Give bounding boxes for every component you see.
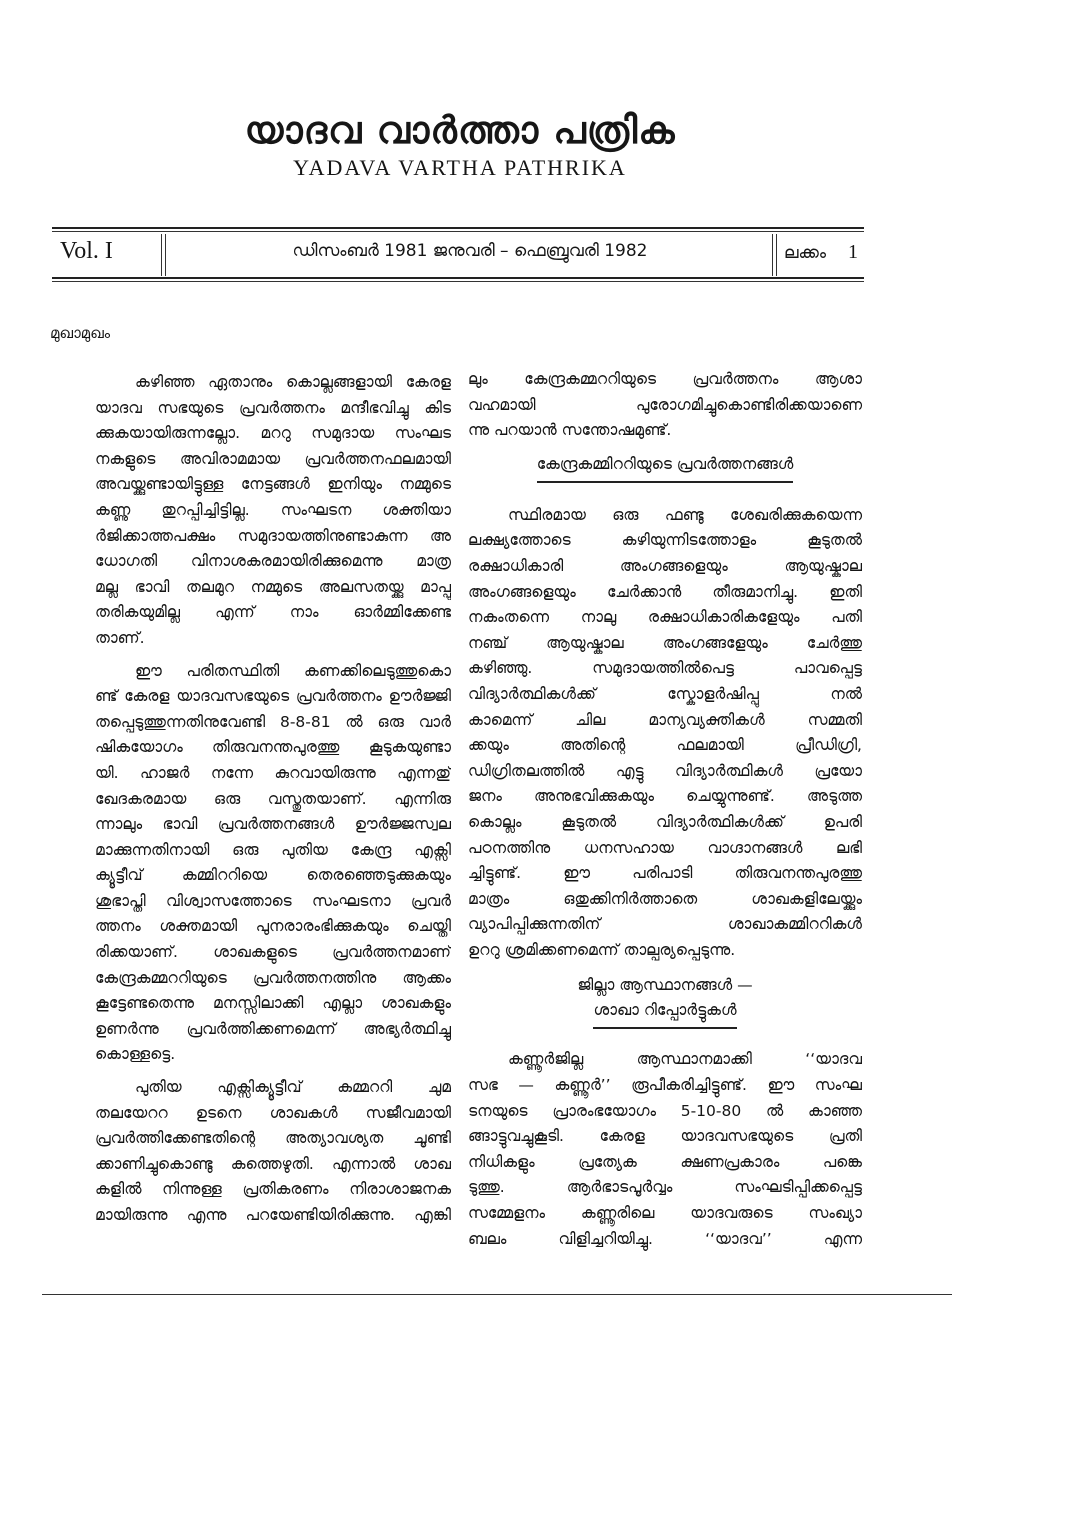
text-line: അംഗങ്ങളെയും ചേർക്കാൻ തീരുമാനിച്ചു. ഇതി: [468, 582, 862, 601]
text-line: നിധികളും പ്രത്യേക ക്ഷണപ്രകാരം പങ്കെ: [468, 1152, 862, 1171]
subheading-text: കേന്ദ്രകമ്മിററിയുടെ പ്രവർത്തനങ്ങൾ: [537, 452, 794, 483]
text-line: ഉണർന്നു പ്രവർത്തിക്കണമെന്ന് അഭ്യർത്ഥിച്ചു: [95, 1019, 451, 1038]
text-line: വിദ്യാർത്ഥികൾക്ക് സ്കോളർഷിപ്പു നൽ: [468, 684, 862, 703]
text-line: അവയ്ക്കുണ്ടായിട്ടുള്ള നേട്ടങ്ങൾ ഇനിയും നമ്മുടെ: [95, 475, 451, 494]
text-line: മാത്രം ഒതുക്കിനിർത്താതെ ശാഖകളിലേയ്ക്കും: [468, 889, 862, 908]
text-line: ണ്ട് കേരള യാദവസഭയുടെ പ്രവർത്തനം ഊർജ്ജി: [95, 687, 451, 706]
text-line: ധോഗതി വിനാശകരമായിരിക്കുമെന്നു മാത്ര: [95, 552, 451, 571]
subheading-central-committee: [468, 452, 862, 483]
paragraph: [468, 367, 862, 444]
text-line: തലയേററ ഉടനെ ശാഖകൾ സജീവമായി: [95, 1103, 451, 1122]
text-line: നകംതന്നെ നാലു രക്ഷാധികാരികളേയും പതി: [468, 608, 862, 627]
paragraph: [468, 1047, 862, 1252]
text-line: സഭ — കണ്ണൂർ’’ രൂപീകരിച്ചിട്ടുണ്ട്. ഈ സംഘ: [468, 1076, 862, 1095]
issue-label: ലക്കം: [784, 243, 826, 263]
text-line: യി. ഹാജർ നന്നേ കുറവായിരുന്നു എന്നതു്: [95, 763, 451, 782]
text-line: സമ്മേളനം കണ്ണൂരിലെ യാദവരുടെ സംഖ്യാ: [468, 1204, 862, 1223]
text-line: ഷികയോഗം തിരുവനന്തപുരത്തു കൂടുകയുണ്ടാ: [95, 738, 451, 757]
text-line: നഞ്ച് ആയുഷ്കാല അംഗങ്ങളേയും ചേർത്തു: [468, 633, 862, 652]
masthead-divider-right: [772, 234, 777, 276]
text-line: കണ്ണൂർജില്ല ആസ്ഥാനമാക്കി ‘‘യാദവ: [508, 1050, 862, 1069]
text-line: രക്ഷാധികാരി അംഗങ്ങളെയും ആയുഷ്കാല: [468, 556, 862, 575]
text-line: നകളുടെ അവിരാമമായ പ്രവർത്തനഫലമായി: [95, 449, 451, 468]
text-line: കൊല്ലം കൂടുതൽ വിദ്യാർത്ഥികൾക്ക് ഉപരി: [468, 812, 862, 831]
paragraph: [468, 503, 862, 964]
text-line: ക്കുകയായിരുന്നല്ലോ. മററു സമുദായ സംഘട: [95, 424, 451, 443]
text-line: താണ്.: [95, 628, 145, 647]
text-line: പുതിയ എക്സിക്യൂട്ടീവ് കമ്മററി ചുമ: [135, 1078, 451, 1097]
text-line: രിക്കയാണ്. ശാഖകളുടെ പ്രവർത്തനമാണ്: [95, 943, 451, 962]
subheading-line: ശാഖാ റിപ്പോർട്ടുകൾ: [593, 998, 736, 1029]
text-line: ജനം അനുഭവിക്കുകയും ചെയ്യുന്നുണ്ട്. അടുത്ത: [468, 787, 862, 806]
text-line: കൊള്ളട്ടെ.: [95, 1045, 176, 1064]
text-line: കൂട്ടേണ്ടതെന്നു മനസ്സിലാക്കി എല്ലാ ശാഖകളും: [95, 994, 451, 1013]
masthead-title-english: YADAVA VARTHA PATHRIKA: [293, 155, 627, 180]
text-line: ന്നാലും ഭാവി പ്രവർത്തനങ്ങൾ ഊർജ്ജസ്വല: [95, 815, 451, 834]
masthead-bottom-rule: [52, 277, 864, 282]
text-line: ഡിഗ്രിതലത്തിൽ എട്ടു വിദ്യാർത്ഥികൾ പ്രയോ: [468, 761, 862, 780]
text-line: ഖേദകരമായ ഒരു വസ്തുതയാണ്. എന്നിരു: [95, 789, 451, 808]
text-line: ലക്ഷ്യത്തോടെ കഴിയുന്നിടത്തോളം കൂടുതൽ: [468, 531, 862, 550]
paragraph: [95, 370, 451, 652]
text-line: വ്യാപിപ്പിക്കുന്നതിന് ശാഖാകമ്മിററികൾ: [468, 915, 862, 934]
section-title: മുഖാമുഖം: [50, 324, 111, 342]
text-line: ച്ചിട്ടുണ്ട്. ഈ പരിപാടി തിരുവനന്തപുരത്തു: [468, 864, 862, 883]
masthead-title-malayalam: യാദവ വാർത്താ പത്രിക: [244, 108, 676, 152]
issue-number-box: [784, 241, 858, 264]
text-line: തപ്പെടുത്തുന്നതിനുവേണ്ടി 8-8-81 ൽ ഒരു വാർ: [95, 712, 451, 731]
text-line: വഹമായി പുരോഗമിച്ചുകൊണ്ടിരിക്കയാണെ: [468, 395, 862, 414]
right-column: [468, 367, 862, 1259]
issue-number: 1: [847, 241, 858, 263]
text-line: ക്കാണിച്ചുകൊണ്ടു കത്തെഴുതി. എന്നാൽ ശാഖ: [95, 1154, 451, 1173]
paragraph: [95, 659, 451, 1069]
subheading-line: ജില്ലാ ആസ്ഥാനങ്ങൾ —: [577, 976, 753, 995]
issue-date: ഡിസംബർ 1981 ജനുവരി – ഫെബ്രുവരി 1982: [292, 241, 648, 261]
footer-rule: [42, 1294, 952, 1295]
text-line: ത്തനം ശക്തമായി പുനരാരംഭിക്കുകയും ചെയ്തി: [95, 917, 451, 936]
subheading-district-reports: [468, 973, 862, 1029]
masthead-top-rule: [52, 227, 864, 232]
text-line: കണ്ണു തുറപ്പിച്ചിട്ടില്ല. സംഘടന ശക്തിയാ: [95, 500, 451, 519]
text-line: കളിൽ നിന്നുള്ള പ്രതികരണം നിരാശാജനക: [95, 1180, 451, 1199]
left-column: [95, 370, 451, 1236]
text-line: ബലം വിളിച്ചറിയിച്ചു. ‘‘യാദവ’’ എന്ന: [468, 1229, 862, 1248]
text-line: ക്യൂട്ടീവ് കമ്മിററിയെ തെരഞ്ഞെടുക്കുകയും: [95, 866, 451, 885]
text-line: പഠനത്തിനു ധനസഹായ വാഗ്ദാനങ്ങൾ ലഭി: [468, 838, 862, 857]
text-line: യാദവ സഭയുടെ പ്രവർത്തനം മന്ദീഭവിച്ചു കിട: [95, 398, 451, 417]
text-line: മായിരുന്നു എന്നു പറയേണ്ടിയിരിക്കുന്നു. എങ്കി: [95, 1206, 451, 1224]
text-line: ഈ പരിതസ്ഥിതി കണക്കിലെടുത്തുകൊ: [135, 661, 451, 680]
text-line: ർജിക്കാത്തപക്ഷം സമുദായത്തിനുണ്ടാകുന്ന അ: [95, 526, 451, 545]
text-line: മല്ല ഭാവി തലമുറ നമ്മുടെ അലസതയ്ക്കു മാപ്പു: [95, 577, 451, 596]
text-line: മാക്കുന്നതിനായി ഒരു പുതിയ കേന്ദ്ര എക്സി: [95, 840, 451, 859]
text-line: സ്ഥിരമായ ഒരു ഫണ്ടു ശേഖരിക്കുകയെന്ന: [508, 505, 862, 524]
text-line: കാമെന്ന് ചില മാന്യവ്യക്തികൾ സമ്മതി: [468, 710, 862, 729]
text-line: ഉററു ശ്രമിക്കണമെന്ന് താല്പര്യപ്പെടുന്നു.: [468, 940, 736, 959]
text-line: ങ്ങാട്ടുവച്ചുകൂടി. കേരള യാദവസഭയുടെ പ്രതി: [468, 1127, 862, 1146]
text-line: ടുത്തു. ആർഭാടപൂർവ്വം സംഘടിപ്പിക്കപ്പെട്ട: [468, 1178, 862, 1197]
text-line: തരികയുമില്ല എന്ന് നാം ഓർമ്മിക്കേണ്ട: [95, 603, 451, 622]
text-line: കഴിഞ്ഞു. സമുദായത്തിൽപെട്ട പാവപ്പെട്ട: [468, 659, 862, 678]
masthead-divider-left: [161, 234, 166, 276]
text-line: കേന്ദ്രകമ്മററിയുടെ പ്രവർത്തനത്തിനു ആക്കം: [95, 968, 451, 987]
text-line: ലും കേന്ദ്രകമ്മററിയുടെ പ്രവർത്തനം ആശാ: [468, 370, 862, 388]
text-line: ക്കയും അതിന്റെ ഫലമായി പ്രീഡിഗ്രി,: [468, 736, 862, 755]
volume-label: Vol. I: [60, 238, 113, 264]
text-line: ടനയുടെ പ്രാരംഭയോഗം 5-10-80 ൽ കാഞ്ഞ: [468, 1101, 862, 1120]
text-line: പ്രവർത്തിക്കേണ്ടതിന്റെ അത്യാവശ്യത ചൂണ്ടി: [95, 1129, 451, 1148]
paragraph: [95, 1075, 451, 1229]
text-line: കഴിഞ്ഞ ഏതാനും കൊല്ലങ്ങളായി കേരള: [135, 373, 451, 391]
text-line: ശുഭാപ്തി വിശ്വാസത്തോടെ സംഘടനാ പ്രവർ: [95, 891, 451, 910]
text-line: ന്നു പറയാൻ സന്തോഷമുണ്ട്.: [468, 421, 672, 440]
